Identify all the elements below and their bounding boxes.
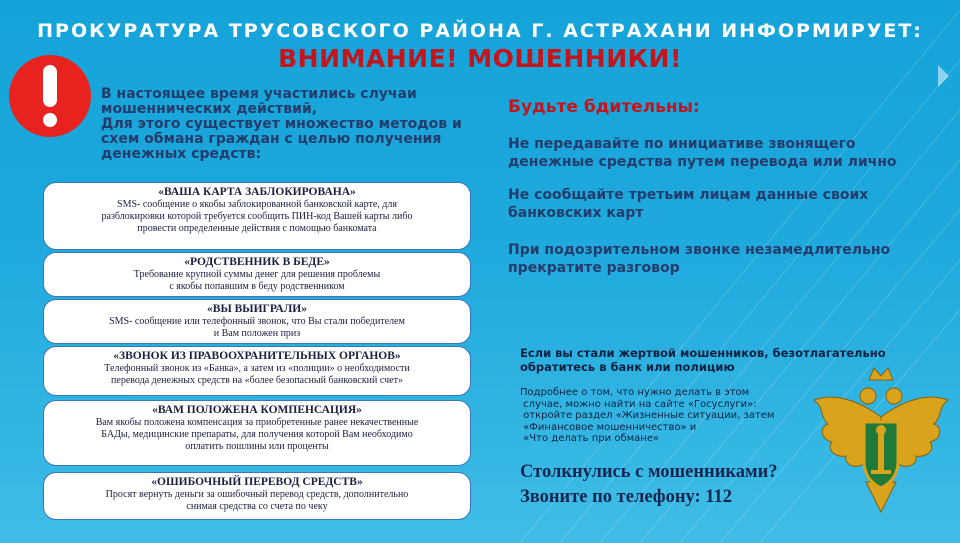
hotline-callout xyxy=(520,460,778,510)
card-text: перевода денежных средств на «более безопасный банковский счет» xyxy=(111,375,403,386)
card-text: снимая средства со счета по чеку xyxy=(186,501,328,512)
advice-paragraph xyxy=(508,186,938,222)
intro-line: схем обмана граждан с целью получения xyxy=(101,131,442,147)
call-line: Столкнулись с мошенниками? xyxy=(520,462,778,482)
victim-line: Если вы стали жертвой мошенников, безотлагательно xyxy=(520,346,886,360)
card-text: и Вам положен приз xyxy=(213,328,301,339)
gosuslugi-info xyxy=(520,387,820,445)
card-text: БАДы, медицинские препараты, для получения которой Вам необходимо xyxy=(101,429,413,440)
card-text: Вам якобы положена компенсация за приобретенные ранее некачественные xyxy=(95,417,419,428)
scheme-card-law-enforcement xyxy=(43,346,471,396)
card-title: «ОШИБОЧНЫЙ ПЕРЕВОД СРЕДСТВ» xyxy=(151,476,363,488)
advice-line: При подозрительном звонке незамедлительно xyxy=(508,242,891,258)
advice-line: денежные средства путем перевода или лично xyxy=(508,154,897,170)
scheme-card-relative xyxy=(43,252,471,297)
call-phone: Звоните по телефону: 112 xyxy=(520,487,733,507)
card-title: «ЗВОНОК ИЗ ПРАВООХРАНИТЕЛЬНЫХ ОРГАНОВ» xyxy=(113,350,401,362)
card-text: оплатить пошлины или проценты xyxy=(185,441,329,452)
card-title: «ВАМ ПОЛОЖЕНА КОМПЕНСАЦИЯ» xyxy=(152,404,362,416)
exclamation-circle-icon xyxy=(9,55,91,137)
card-title: «РОДСТВЕННИК В БЕДЕ» xyxy=(184,256,330,268)
intro-line: Для этого существует множество методов и xyxy=(101,116,462,132)
card-text: Телефонный звонок из «Банка», а затем из «полиции» о необходимости xyxy=(104,363,410,374)
scheme-card-blocked xyxy=(43,182,471,250)
card-text: SMS- сообщение или телефонный звонок, что Вы стали победителем xyxy=(109,316,405,327)
victim-line: обратитесь в банк или полицию xyxy=(520,360,735,374)
card-text: SMS- сообщение о якобы заблокированной банковской карте, для xyxy=(117,199,397,210)
card-text: провести определенные действия с помощью банкомата xyxy=(137,223,377,234)
info-line: Подробнее о том, что нужно делать в этом xyxy=(520,387,750,398)
scheme-card-wrong-transfer xyxy=(43,472,471,520)
scheme-card-compensation xyxy=(43,400,471,466)
card-text: разблокировки которой требуется сообщить ПИН-код Вашей карты либо xyxy=(101,211,413,222)
advice-line: прекратите разговор xyxy=(508,260,680,276)
header xyxy=(0,20,960,73)
prosecutor-emblem-icon xyxy=(806,362,956,522)
info-line: откройте раздел «Жизненные ситуации, затем xyxy=(520,410,775,421)
advice-line: Не сообщайте третьим лицам данные своих xyxy=(508,187,869,203)
scheme-card-won xyxy=(43,299,471,344)
info-line: случае, можно найти на сайте «Госуслуги»: xyxy=(520,398,757,410)
vigilance-title: Будьте бдительны: xyxy=(508,97,700,117)
card-title: «ВЫ ВЫИГРАЛИ» xyxy=(207,303,307,315)
intro-line: денежных средств: xyxy=(101,146,262,162)
info-line: «Финансовое мошенничество» и xyxy=(520,421,697,433)
card-text: Просят вернуть деньги за ошибочный перевод средств, дополнительно xyxy=(105,489,409,500)
advice-line: Не передавайте по инициативе звонящего xyxy=(508,136,856,152)
info-line: «Что делать при обмане» xyxy=(520,433,660,444)
page-subtitle: ВНИМАНИЕ! МОШЕННИКИ! xyxy=(278,44,682,73)
advice-paragraph xyxy=(508,241,938,277)
card-text: с якобы попавшим в беду родственником xyxy=(169,281,345,292)
advice-line: банковских карт xyxy=(508,205,644,221)
page-title: ПРОКУРАТУРА ТРУСОВСКОГО РАЙОНА Г. АСТРАХАНИ ИНФОРМИРУЕТ: xyxy=(37,20,923,42)
intro-line: В настоящее время участились случаи xyxy=(101,86,417,102)
intro-text xyxy=(101,87,491,162)
card-title: «ВАША КАРТА ЗАБЛОКИРОВАНА» xyxy=(158,186,356,198)
card-text: Требование крупной суммы денег для решения проблемы xyxy=(133,269,381,280)
advice-paragraph xyxy=(508,135,938,171)
intro-line: мошеннических действий, xyxy=(101,101,318,117)
